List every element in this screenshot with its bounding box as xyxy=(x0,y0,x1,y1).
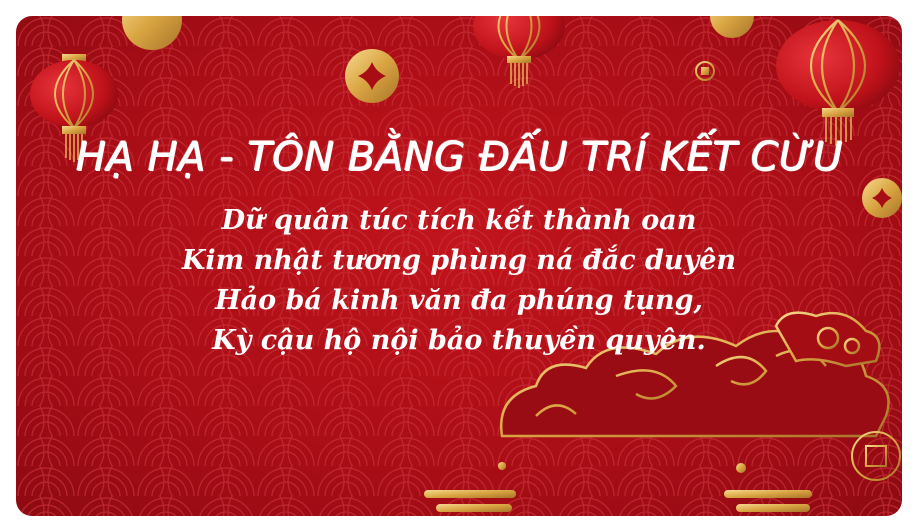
poem xyxy=(16,201,902,361)
poem-line-3: Hảo bá kinh văn đa phúng tụng, xyxy=(215,285,703,316)
poem-line-4: Kỳ cậu hộ nội bảo thuyền quyên. xyxy=(212,325,706,356)
poem-line-1: Dữ quân túc tích kết thành oan xyxy=(221,205,697,236)
page-title: HẠ HẠ - TÔN BẰNG ĐẤU TRÍ KẾT CỪU xyxy=(75,134,843,180)
banner-card xyxy=(16,16,902,516)
poem-line-2: Kim nhật tương phùng ná đắc duyên xyxy=(181,245,737,276)
coin-icon xyxy=(345,49,399,103)
